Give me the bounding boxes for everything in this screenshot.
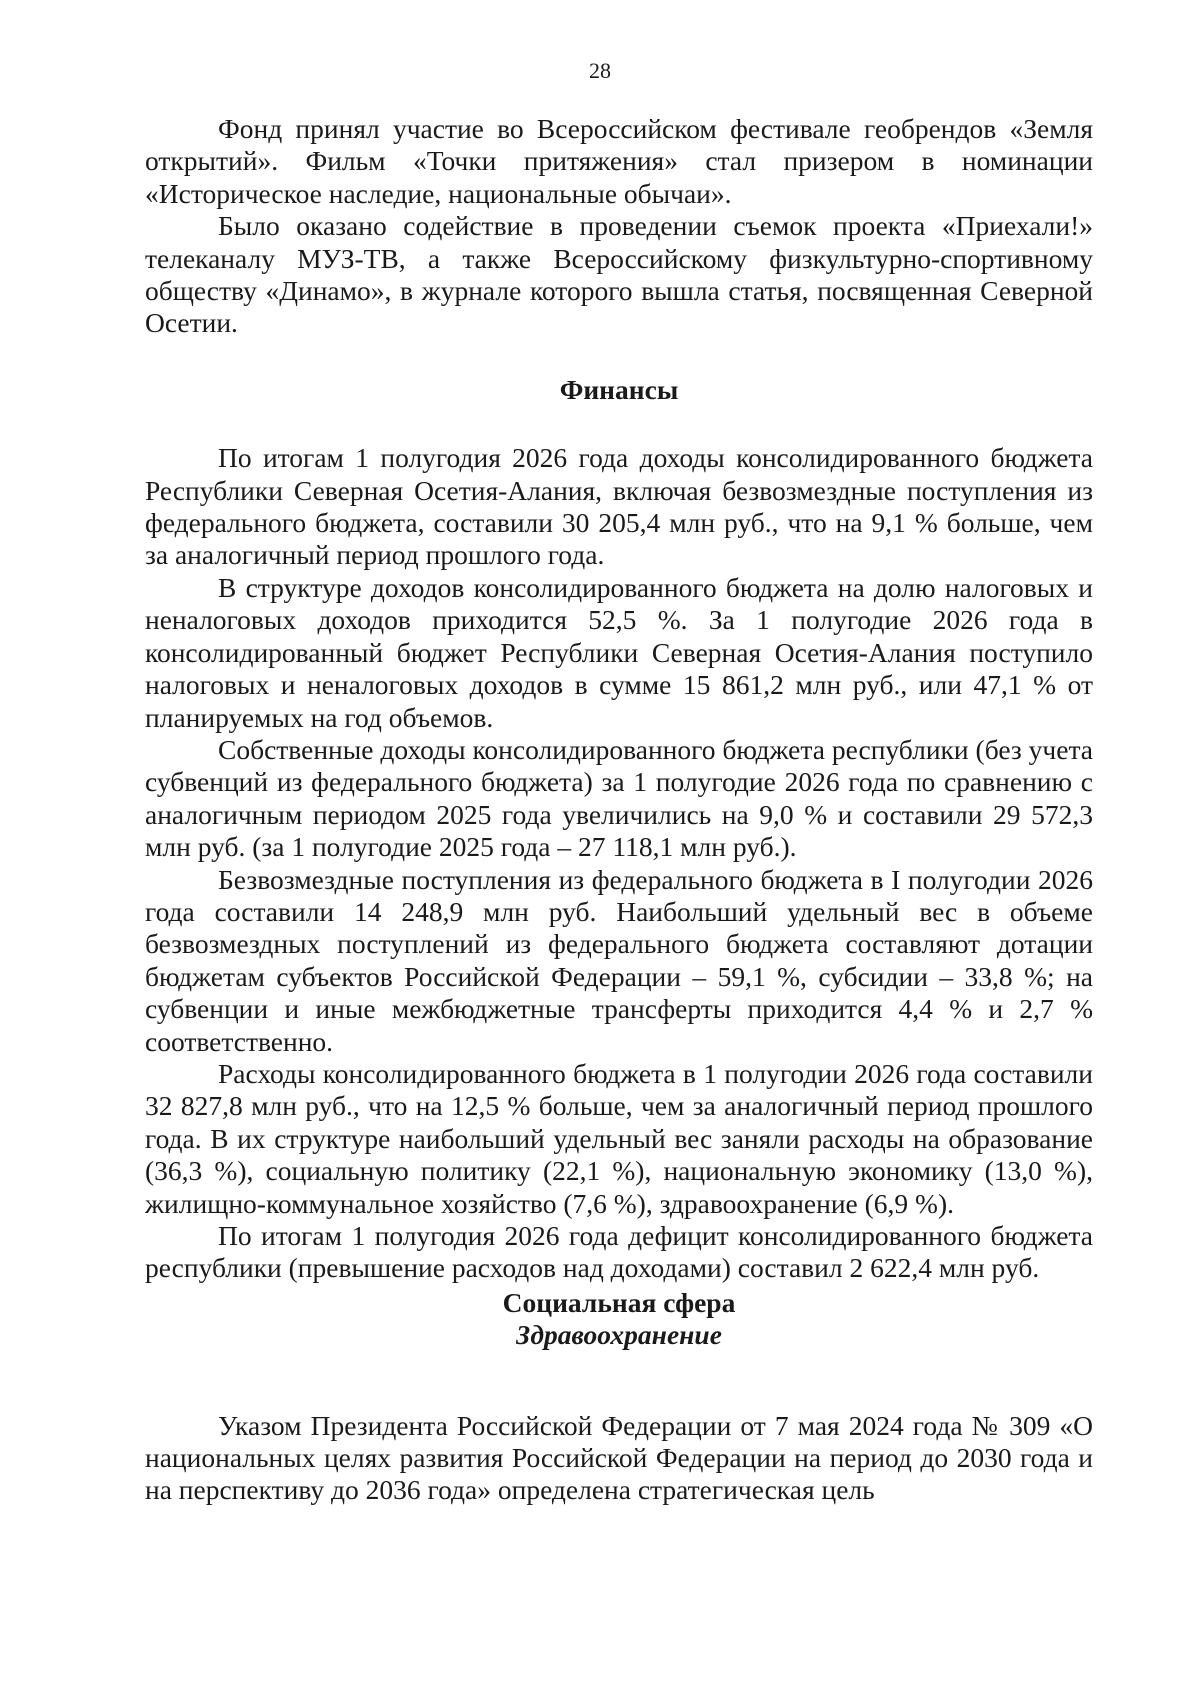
page-number: 28 <box>589 58 611 83</box>
body-paragraph: Расходы консолидированного бюджета в 1 полугодии 2026 года составили 32 827,8 млн руб., что на 12,5 % больше, чем за аналогичный период прошлого года. В их структуре наибольший удельный вес заняли расходы на образование (36,3 %), социальную политику (22,1 %), национальную экономику (13,0 %), жилищно-коммунальное хозяйство (7,6 %), здравоохранение (6,9 %). <box>145 1057 1093 1219</box>
section-heading-social: Социальная сфера <box>502 1286 736 1318</box>
body-paragraph: По итогам 1 полугодия 2026 года дефицит консолидированного бюджета республики (превышение расходов над доходами) составил 2 622,4 млн руб. <box>145 1220 1093 1284</box>
subsection-heading-health: Здравоохранение <box>516 1319 722 1351</box>
page-content <box>145 113 1093 1507</box>
body-paragraph: Фонд принял участие во Всероссийском фестивале геобрендов «Земля открытий». Фильм «Точки притяжения» стал призером в номинации «Историческое наследие, национальные обычаи». <box>145 113 1093 209</box>
body-paragraph: Безвозмездные поступления из федерального бюджета в I полугодии 2026 года составили 14 248,9 млн руб. Наибольший удельный вес в объеме безвозмездных поступлений из федерального бюджета составляют дотации бюджетам субъектов Российской Федерации – 59,1 %, субсидии – 33,8 %; на субвенции и иные межбюджетные трансферты приходится 4,4 % и 2,7 % соответственно. <box>145 863 1093 1057</box>
body-paragraph: По итогам 1 полугодия 2026 года доходы консолидированного бюджета Республики Северная Осетия-Алания, включая безвозмездные поступления из федерального бюджета, составили 30 205,4 млн руб., что на 9,1 % больше, чем за аналогичный период прошлого года. <box>145 442 1093 571</box>
body-paragraph: Указом Президента Российской Федерации от 7 мая 2024 года № 309 «О национальных целях развития Российской Федерации на период до 2030 года и на перспективу до 2036 года» определена стратегическая цель <box>145 1409 1093 1506</box>
body-paragraph: Собственные доходы консолидированного бюджета республики (без учета субвенций из федерального бюджета) за 1 полугодие 2026 года по сравнению с аналогичным периодом 2025 года увеличились на 9,0 % и составили 29 572,3 млн руб. (за 1 полугодие 2025 года – 27 118,1 млн руб.). <box>145 733 1093 863</box>
body-paragraph: Было оказано содействие в проведении съемок проекта «Приехали!» телеканалу МУЗ-ТВ, а также Всероссийскому физкультурно-спортивному обществу «Динамо», в журнале которого вышла статья, посвященная Северной Осетии. <box>145 210 1093 339</box>
section-heading-finance: Финансы <box>559 373 679 405</box>
body-paragraph: В структуре доходов консолидированного бюджета на долю налоговых и неналоговых доходов приходится 52,5 %. За 1 полугодие 2026 года в консолидированный бюджет Республики Северная Осетия-Алания поступило налоговых и неналоговых доходов в сумме 15 861,2 млн руб., или 47,1 % от планируемых на год объемов. <box>145 571 1093 733</box>
